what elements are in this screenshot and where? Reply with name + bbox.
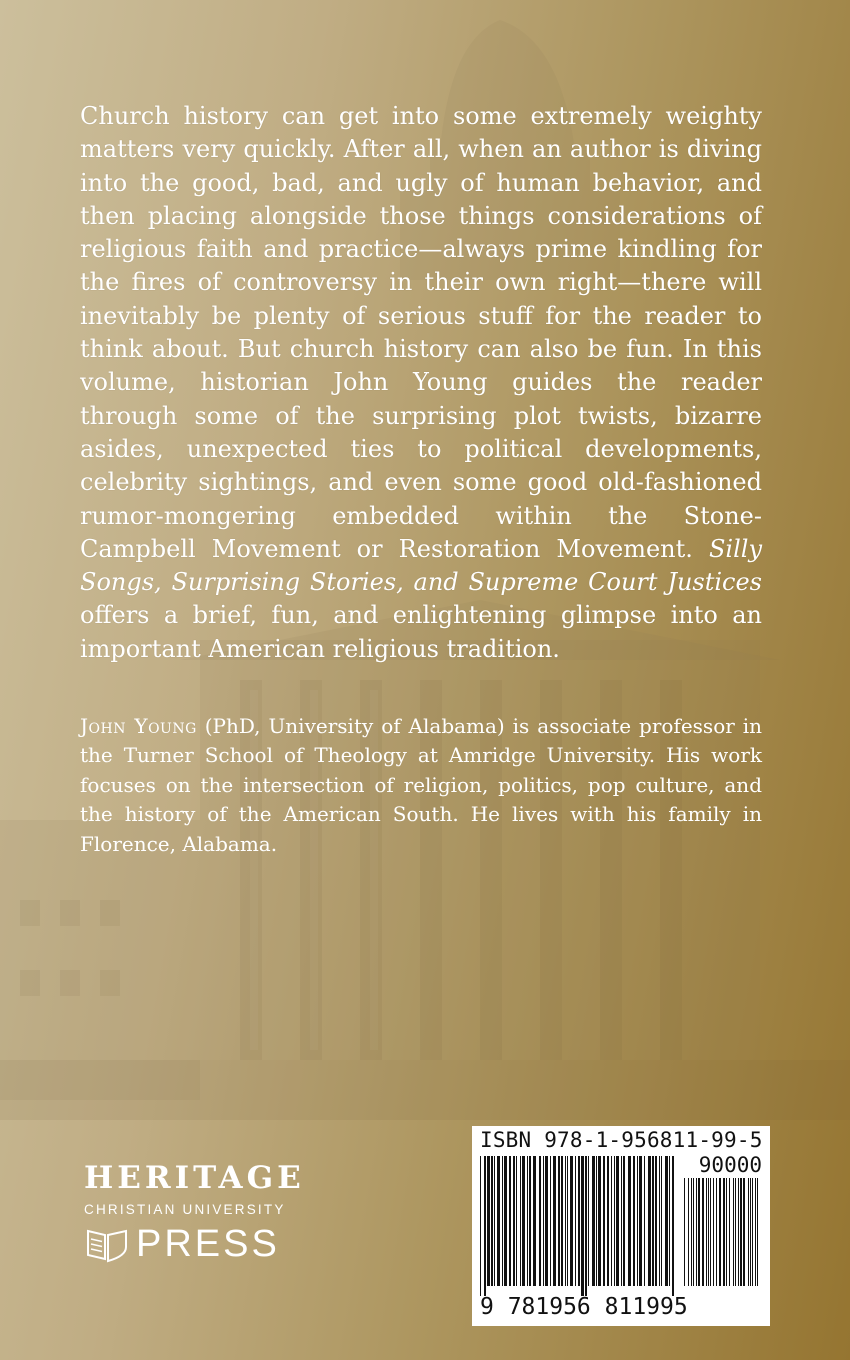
book-title: Silly Songs, Surprising Stories, and Supreme Court Justices [80, 534, 762, 597]
author-bio-text: (PhD, University of Alabama) is associate professor in the Turner School of Theology at Amridge University. His work focuses on the intersection of religion, politics, pop culture, and the history of the American South. He lives with his family in Florence, Alabama. [80, 714, 762, 856]
book-shield-icon [84, 1225, 130, 1263]
barcode-bar [527, 1156, 528, 1286]
barcode-bar [702, 1178, 704, 1286]
barcode-bar [684, 1178, 685, 1286]
barcode-bar [545, 1156, 548, 1286]
author-bio-paragraph [80, 712, 762, 859]
barcode-bar [688, 1178, 689, 1286]
barcode-bar [652, 1156, 654, 1286]
barcode-bar [504, 1156, 507, 1286]
barcode-bar [581, 1156, 584, 1296]
barcode-bar [494, 1156, 495, 1286]
barcode-bar [644, 1156, 645, 1286]
barcode-bar [752, 1178, 753, 1286]
barcode-bar [585, 1156, 587, 1296]
barcode-bar [726, 1178, 727, 1286]
barcode-bar [575, 1156, 576, 1286]
barcode-bar [484, 1156, 486, 1296]
barcode-bar [691, 1178, 692, 1286]
isbn-barcode-box [472, 1126, 770, 1326]
barcode-bar [748, 1178, 749, 1286]
ean-barcode [480, 1156, 676, 1296]
publisher-name-press: PRESS [136, 1223, 280, 1265]
barcode-bar [733, 1178, 734, 1286]
author-bio [80, 712, 762, 859]
barcode-bar [708, 1178, 709, 1286]
description-paragraph [80, 100, 762, 666]
barcode-bar [529, 1156, 531, 1286]
barcode-bar [553, 1156, 556, 1286]
barcode-bar [480, 1156, 481, 1296]
barcode-bar [607, 1156, 609, 1286]
barcode-bar [661, 1156, 662, 1286]
barcode-bar [533, 1156, 536, 1286]
barcode-bar [740, 1178, 742, 1286]
barcode-bar [659, 1156, 660, 1286]
barcode-bar [578, 1156, 580, 1286]
barcode-bar [757, 1178, 758, 1286]
barcode-bar [567, 1156, 568, 1286]
barcode-bar [550, 1156, 551, 1286]
barcode-bar [614, 1156, 615, 1286]
book-description [80, 100, 762, 666]
barcode-bar [706, 1178, 707, 1286]
barcode-bar [719, 1178, 721, 1286]
ean-digits: 9 781956 811995 [480, 1294, 688, 1320]
barcode-bar [655, 1156, 657, 1286]
barcode-bar [665, 1156, 668, 1286]
barcode-bar [596, 1156, 597, 1286]
barcode-bar [723, 1178, 725, 1286]
publisher-name-university: CHRISTIAN UNIVERSITY [84, 1202, 286, 1217]
author-name: John Young [80, 714, 197, 738]
barcode-bar [497, 1156, 500, 1286]
barcode-bar [743, 1178, 745, 1286]
barcode-bar [487, 1156, 490, 1286]
barcode-bar [603, 1156, 605, 1286]
barcode-bar [509, 1156, 511, 1286]
barcode-bar [669, 1156, 670, 1286]
barcode-bar [491, 1156, 493, 1286]
barcode-bar [522, 1156, 525, 1286]
barcode-bar [755, 1178, 756, 1286]
barcode-bar [520, 1156, 521, 1286]
barcode-bar [543, 1156, 544, 1286]
publisher-press-row [84, 1224, 314, 1264]
price-addon-barcode [684, 1178, 764, 1316]
barcode-bar [639, 1156, 642, 1286]
barcode-bar [637, 1156, 638, 1286]
barcode-bar [693, 1178, 694, 1286]
barcode-bar [558, 1156, 560, 1286]
barcode-bar [698, 1178, 700, 1286]
barcode-bar [565, 1156, 566, 1286]
barcode-bar [621, 1156, 622, 1286]
publisher-logo [84, 1160, 314, 1264]
barcode-bar [592, 1156, 595, 1286]
barcode-bar [539, 1156, 541, 1286]
barcode-bar [716, 1178, 717, 1286]
barcode-bar [750, 1178, 751, 1286]
barcode-bar [502, 1156, 503, 1286]
barcode-bar [729, 1178, 730, 1286]
barcode-bar [616, 1156, 619, 1286]
barcode-bar [561, 1156, 563, 1286]
barcode-bar [513, 1156, 515, 1286]
barcode-bar [696, 1178, 697, 1286]
barcode-bar [710, 1178, 711, 1286]
barcode-bar [623, 1156, 625, 1286]
barcode-bar [713, 1178, 714, 1286]
barcode-bar [588, 1156, 589, 1286]
barcode-bar [598, 1156, 601, 1286]
barcode-bar [738, 1178, 739, 1286]
barcode-bar [570, 1156, 573, 1286]
barcode-bar [633, 1156, 635, 1286]
barcode-bar [516, 1156, 517, 1286]
isbn-label: ISBN 978-1-956811-99-5 [480, 1128, 763, 1152]
barcode-bar [628, 1156, 631, 1286]
barcode-bar [735, 1178, 736, 1286]
description-text: Church history can get into some extremely weighty matters very quickly. After all, when an author is diving into the good, bad, and ugly of human behavior, and then placing alongside those things considerations of religious faith and practice—always prime kindling for the fires of controversy in their own right—there will inevitably be plenty of serious stuff for the reader to think about. But church history can also be fun. In this volume, historian John Young guides the reader through some of the surprising plot twists, bizarre asides, unexpected ties to political developments, celebrity sightings, and even some good old-fashioned rumor-mongering embedded within the Stone-Campbell Movement or Restoration Movement. [80, 102, 762, 563]
barcode-bar [672, 1156, 674, 1296]
publisher-name-heritage: HERITAGE [84, 1160, 305, 1196]
barcode-bar [611, 1156, 612, 1286]
description-ending: offers a brief, fun, and enlightening glimpse into an important American religious tradition. [80, 601, 762, 663]
price-code: 90000 [698, 1153, 762, 1177]
barcode-bar [648, 1156, 651, 1286]
